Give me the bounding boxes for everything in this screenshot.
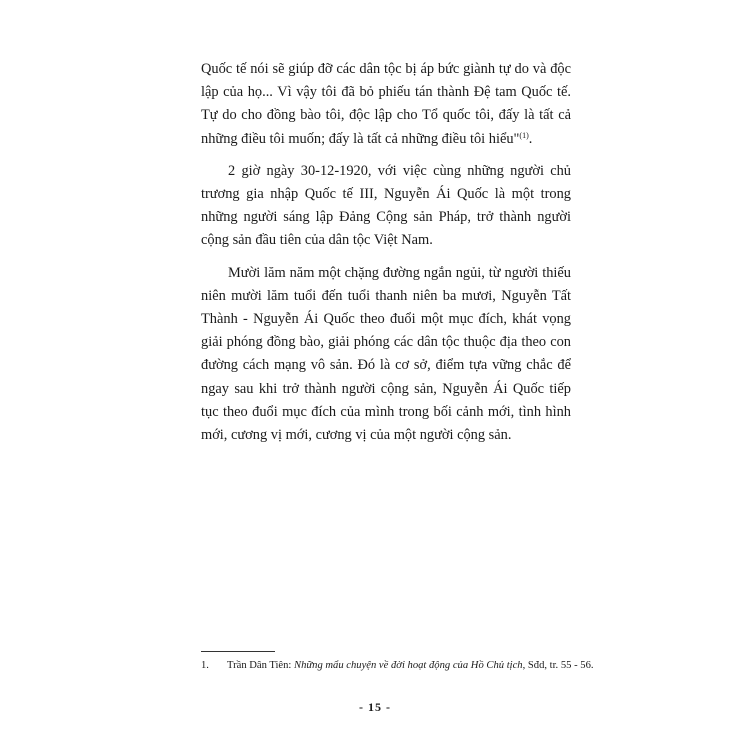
paragraph-1	[201, 58, 571, 151]
body-text	[201, 58, 571, 447]
paragraph-2: 2 giờ ngày 30-12-1920, với việc cùng những người chủ trương gia nhập Quốc tế III, Nguyễn Ái Quốc là một trong những người sáng lập Đảng Cộng sản Pháp, trở thành người cộng sản đầu tiên của dân tộc Việt Nam.	[201, 162, 571, 249]
footnote-citation: , Sđd, tr. 55 - 56.	[522, 660, 594, 671]
paragraph-1-end: .	[528, 130, 533, 147]
paragraph-3: Mười lăm năm một chặng đường ngắn ngủi, từ người thiếu niên mười lăm tuổi đến tuổi thanh niên ba mươi, Nguyễn Tất Thành - Nguyễn Ái Quốc theo đuổi một mục đích, khát vọng giải phóng đồng bào, giải phóng các dân tộc thuộc địa theo con đường cách mạng vô sản. Đó là cơ sở, điểm tựa vững chắc để ngay sau khi trở thành người cộng sản, Nguyễn Ái Quốc tiếp tục theo đuổi mục đích của mình trong bối cảnh mới, tình hình mới, cương vị mới, cương vị của một người cộng sản.	[201, 264, 571, 444]
page-number: - 15 -	[359, 700, 391, 714]
footnote-divider	[201, 651, 275, 652]
paragraph-1-text: Quốc tế nói sẽ giúp đỡ các dân tộc bị áp bức giành tự do và độc lập của họ... Vì vậy tôi đã bỏ phiếu tán thành Đệ tam Quốc tế. Tự do cho đồng bào tôi, độc lập cho Tổ quốc tôi, đấy là tất cả những điều tôi muốn; đấy là tất cả những điều tôi hiểu"	[201, 61, 571, 147]
footnote-number: 1.	[201, 660, 209, 671]
footnote-reference: (1)	[519, 130, 529, 140]
footnote-author: Trần Dân Tiên:	[227, 660, 295, 671]
footnote	[201, 659, 594, 673]
footnote-title: Những mẩu chuyện về đời hoạt động của Hồ Chủ tịch	[294, 660, 523, 671]
